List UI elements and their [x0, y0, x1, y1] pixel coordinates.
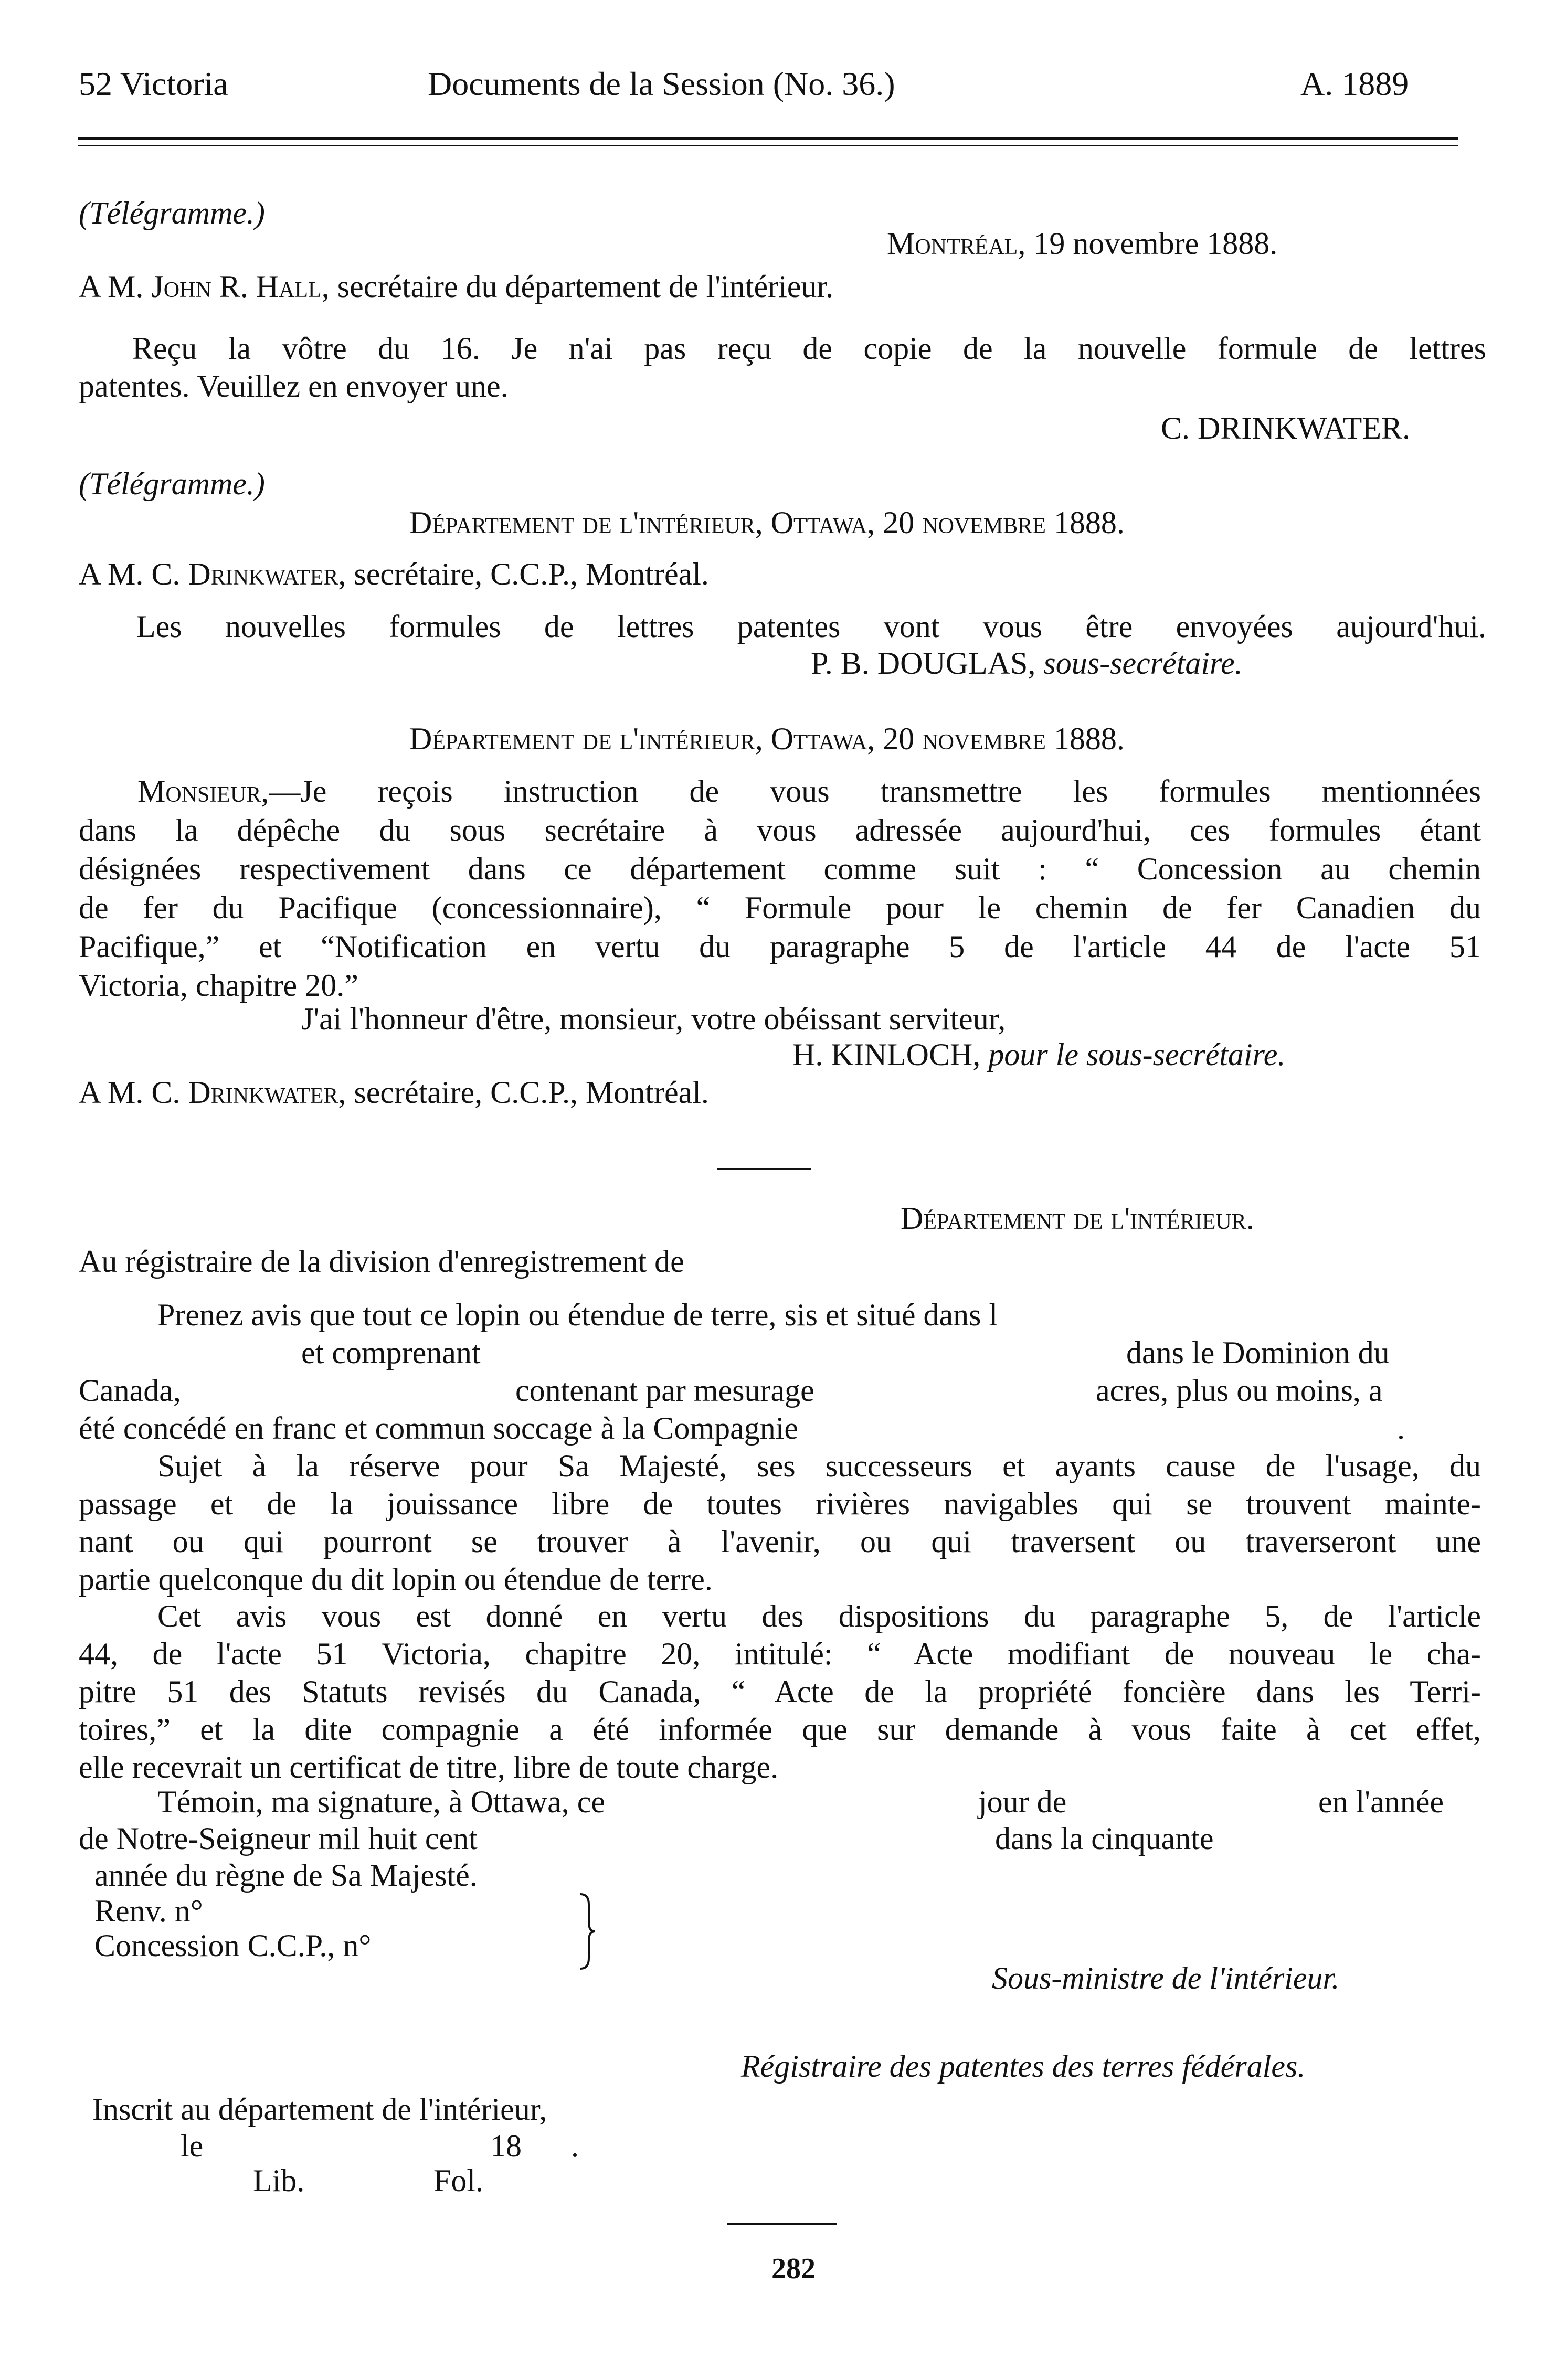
- addressee-name: John R. Hall,: [151, 269, 330, 304]
- letter-line: de fer du Pacifique (concessionnaire), “ Formule pour le chemin de fer Canadien du: [79, 890, 1481, 925]
- form-witness: jour de: [978, 1784, 1067, 1819]
- form-line: Sujet à la réserve pour Sa Majesté, ses successeurs et ayants cause de l'usage, du: [157, 1449, 1481, 1483]
- telegram-body: Les nouvelles formules de lettres patentes vont vous être envoyées aujourd'hui.: [136, 609, 1486, 644]
- telegram-dateline: [409, 507, 1125, 538]
- letter-signature: [792, 1039, 1285, 1070]
- form-line: et comprenant: [301, 1335, 481, 1370]
- telegram-addressee: [79, 271, 833, 302]
- letter-line: Victoria, chapitre 20.”: [79, 968, 358, 1003]
- letter-salutation: Monsieur,: [137, 774, 269, 809]
- form-witness: année du règne de Sa Majesté.: [94, 1858, 478, 1893]
- signature-title: sous-secrétaire.: [1043, 646, 1243, 681]
- section-divider: [717, 1168, 811, 1170]
- header-left: 52 Victoria: [79, 65, 228, 102]
- form-fol: Fol.: [433, 2163, 484, 2198]
- addressee-rest: secrétaire du département de l'intérieur.: [337, 269, 834, 304]
- form-line: été concédé en franc et commun soccage à la Compagnie: [79, 1411, 799, 1446]
- addressee-name: Drinkwater,: [188, 557, 346, 591]
- letter-line: [137, 775, 1481, 807]
- header-rule-bottom: [78, 145, 1458, 146]
- letter-line: désignées respectivement dans ce département comme suit : “ Concession au chemin: [79, 852, 1481, 886]
- form-line: 44, de l'acte 51 Victoria, chapitre 20, intitulé: “ Acte modifiant de nouveau le cha-: [79, 1637, 1481, 1671]
- form-line: Prenez avis que tout ce lopin ou étendue de terre, sis et situé dans l: [157, 1298, 998, 1332]
- form-concession: Concession C.C.P., n°: [94, 1928, 372, 1963]
- signature-name: P. B. DOUGLAS,: [811, 646, 1036, 681]
- letter-line-text: —Je reçois instruction de vous transmettre les formules mentionnées: [269, 774, 1481, 809]
- header-rule-top: [78, 137, 1458, 140]
- form-line: dans le Dominion du: [1126, 1335, 1390, 1370]
- form-line: acres, plus ou moins, a: [1096, 1373, 1383, 1408]
- form-le: le: [181, 2129, 204, 2163]
- footer-divider: [727, 2223, 837, 2225]
- signature-name: H. KINLOCH,: [792, 1037, 981, 1072]
- telegram-label: (Télégramme.): [79, 196, 265, 230]
- form-witness: de Notre-Seigneur mil huit cent: [79, 1821, 478, 1856]
- telegram-signature: C. DRINKWATER.: [1161, 411, 1410, 445]
- brace-icon: [577, 1892, 598, 1971]
- form-line: passage et de la jouissance libre de toutes rivières navigables qui se trouvent mainte-: [79, 1486, 1481, 1521]
- form-renv: Renv. n°: [94, 1894, 203, 1928]
- form-inscrit: Inscrit au département de l'intérieur,: [92, 2092, 547, 2127]
- form-line: Cet avis vous est donné en vertu des dispositions du paragraphe 5, de l'article: [157, 1599, 1481, 1633]
- telegram-addressee: [79, 558, 709, 590]
- telegram-body-line: patentes. Veuillez en envoyer une.: [79, 369, 509, 403]
- dateline-place-date: Ottawa, 20 novembre 1888.: [770, 505, 1125, 540]
- form-witness: en l'année: [1318, 1784, 1444, 1819]
- addressee-prefix: A M. C.: [79, 557, 181, 591]
- letter-closing: J'ai l'honneur d'être, monsieur, votre obéissant serviteur,: [301, 1002, 1006, 1036]
- form-line: toires,” et la dite compagnie a été informée que sur demande à vous faite à cet effet,: [79, 1712, 1481, 1747]
- form-line: Canada,: [79, 1373, 181, 1408]
- letter-line: dans la dépêche du sous secrétaire à vous adressée aujourd'hui, ces formules étant: [79, 813, 1481, 847]
- header-center: Documents de la Session (No. 36.): [428, 65, 895, 102]
- form-to: Au régistraire de la division d'enregistrement de: [79, 1244, 684, 1279]
- form-line: contenant par mesurage: [515, 1373, 814, 1408]
- telegram-signature: [811, 647, 1243, 679]
- signature-title: pour le sous-secrétaire.: [988, 1037, 1286, 1072]
- form-line-end: .: [1397, 1411, 1405, 1446]
- form-lib: Lib.: [253, 2163, 305, 2198]
- form-line: pitre 51 des Statuts revisés du Canada, “ Acte de la propriété foncière dans les Terri-: [79, 1674, 1481, 1709]
- form-witness: Témoin, ma signature, à Ottawa, ce: [157, 1784, 606, 1819]
- dateline-date: 19 novembre 1888.: [1033, 226, 1278, 261]
- form-year: 18: [490, 2129, 522, 2163]
- letter-addressee: [79, 1077, 709, 1108]
- letter-line: Pacifique,” et “Notification en vertu du paragraphe 5 de l'article 44 de l'acte 51: [79, 929, 1481, 964]
- telegram-label: (Télégramme.): [79, 466, 265, 501]
- form-line: partie quelconque du dit lopin ou étendue de terre.: [79, 1562, 713, 1597]
- addressee-prefix: A M. C.: [79, 1075, 181, 1110]
- dateline-place: Montréal,: [887, 226, 1026, 261]
- telegram-body-line: Reçu la vôtre du 16. Je n'ai pas reçu de copie de la nouvelle formule de lettres: [132, 331, 1486, 366]
- letter-dateline: [409, 723, 1125, 755]
- form-signature-deputy: Sous-ministre de l'intérieur.: [992, 1961, 1340, 1995]
- addressee-name: Drinkwater,: [188, 1075, 346, 1110]
- form-year-end: .: [571, 2129, 579, 2163]
- telegram-dateline: [887, 228, 1277, 259]
- form-line: elle recevrait un certificat de titre, libre de toute charge.: [79, 1750, 779, 1784]
- form-dept: Département de l'intérieur.: [901, 1201, 1254, 1236]
- addressee-prefix: A M.: [79, 269, 144, 304]
- form-signature-registrar: Régistraire des patentes des terres fédérales.: [741, 2049, 1306, 2084]
- dateline-dept: Département de l'intérieur,: [409, 721, 763, 756]
- form-line: nant ou qui pourront se trouver à l'avenir, ou qui traversent ou traverseront une: [79, 1524, 1481, 1559]
- page-number: 282: [771, 2252, 816, 2285]
- header-right: A. 1889: [1300, 65, 1409, 102]
- dateline-dept: Département de l'intérieur,: [409, 505, 763, 540]
- form-witness: dans la cinquante: [995, 1821, 1214, 1856]
- form-brace: [577, 1892, 598, 1971]
- addressee-rest: secrétaire, C.C.P., Montréal.: [354, 557, 709, 591]
- addressee-rest: secrétaire, C.C.P., Montréal.: [354, 1075, 709, 1110]
- dateline-place-date: Ottawa, 20 novembre 1888.: [770, 721, 1125, 756]
